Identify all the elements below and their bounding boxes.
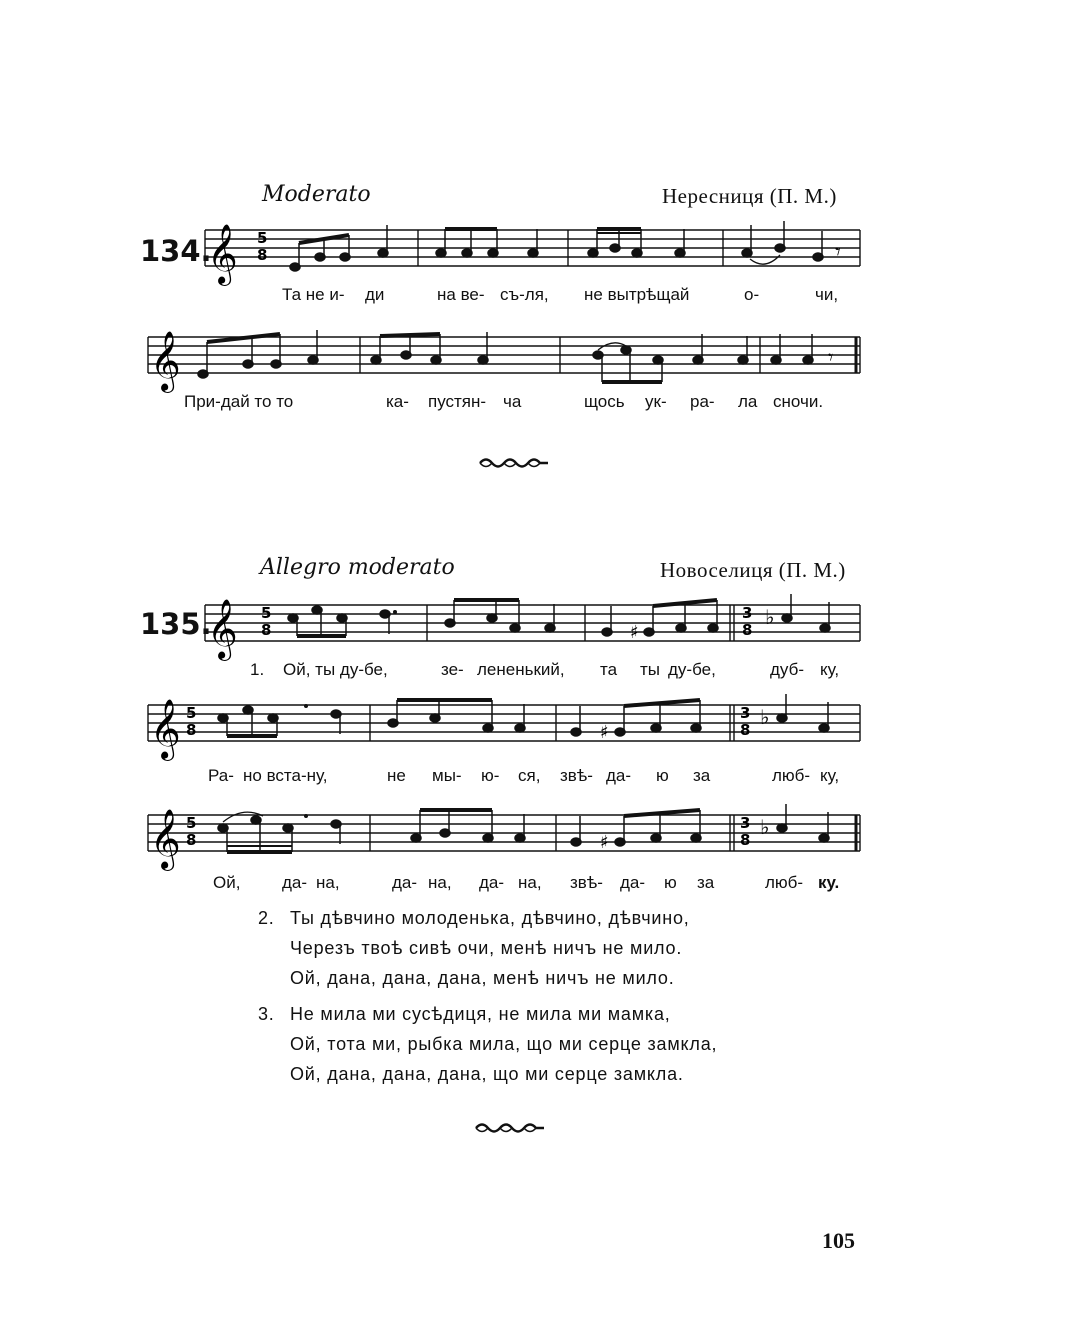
treble-clef-icon: 𝄞 [207, 599, 238, 659]
treble-clef-icon: 𝄞 [150, 699, 181, 759]
lyric-syllable: Ой, ты ду-бе, [283, 660, 388, 679]
svg-text:8: 8 [261, 621, 272, 639]
svg-text:5: 5 [186, 704, 197, 722]
lyric-syllable: та [600, 660, 618, 679]
music-staff [205, 590, 865, 660]
lyric-syllable: ук- [645, 392, 667, 411]
lyric-syllable: люб- [765, 873, 804, 892]
lyric-syllable: Ра- [208, 766, 234, 785]
page-number: 105 [822, 1228, 855, 1253]
lyric-syllable: чи, [815, 285, 839, 304]
lyric-syllable: ю- [481, 766, 500, 785]
rest-icon: 𝄾 [835, 240, 841, 265]
lyric-syllable: ку, [820, 766, 840, 785]
svg-text:8: 8 [742, 621, 753, 639]
lyric-syllable: да- [606, 766, 632, 785]
svg-text:8: 8 [186, 721, 197, 739]
lyric-syllable: зе- [441, 660, 464, 679]
lyric-syllable: о- [744, 285, 760, 304]
svg-text:5: 5 [186, 814, 197, 832]
wave-scroll-ornament-icon [478, 455, 550, 471]
lyric-syllable: да- [620, 873, 646, 892]
lyric-syllable: но вста-ну, [243, 766, 328, 785]
svg-text:5: 5 [261, 604, 272, 622]
song-source: Нересниця (П. М.) [662, 184, 837, 208]
lyric-syllable: съ-ля, [500, 285, 549, 304]
song-number: 135. [140, 607, 212, 641]
lyric-syllable: на, [316, 873, 340, 892]
song-source: Новоселиця (П. М.) [660, 558, 846, 582]
lyric-syllable: на, [518, 873, 542, 892]
lyric-syllable: При-дай то то [184, 392, 294, 411]
lyric-syllable: Та не и- [282, 285, 345, 304]
music-staff [148, 322, 863, 392]
lyric-syllable: ду-бе, [668, 660, 716, 679]
lyric-syllable: ла [738, 392, 758, 411]
verse-line: Черезъ твоѣ сивѣ очи, менѣ ничъ не мило. [290, 938, 683, 958]
lyric-syllable: ю [656, 766, 669, 785]
lyric-syllable: за [693, 766, 711, 785]
wave-scroll-ornament-icon [474, 1120, 546, 1136]
lyric-syllable: звѣ- [560, 766, 593, 785]
rest-icon: 𝄾 [828, 345, 834, 369]
lyric-syllable: ка- [386, 392, 409, 411]
music-staff [148, 690, 863, 760]
treble-clef-icon: 𝄞 [150, 809, 181, 869]
lyric-syllable: ча [503, 392, 522, 411]
lyric-syllable: не вытрѣщай [584, 285, 690, 304]
verse-line: Ой, дана, дана, дана, менѣ ничъ не мило. [290, 968, 675, 988]
treble-clef-icon: 𝄞 [150, 331, 181, 391]
lyric-syllable: мы- [432, 766, 462, 785]
verse-line: Ой, дана, дана, дана, що ми серце замкла. [290, 1064, 684, 1084]
lyric-syllable: ди [365, 285, 385, 304]
lyric-syllable: звѣ- [570, 873, 603, 892]
svg-text:5: 5 [257, 229, 268, 247]
tempo-marking: Allegro moderato [260, 555, 455, 580]
lyric-syllable: 1. [250, 660, 265, 679]
lyric-syllable: ся, [518, 766, 541, 785]
lyric-syllable: ку. [818, 873, 840, 892]
lyric-syllable: ю [664, 873, 677, 892]
lyric-syllable: сночи. [773, 392, 824, 411]
lyric-syllable: ку, [820, 660, 840, 679]
verse-number: 2. [258, 908, 275, 928]
svg-text:3: 3 [740, 704, 751, 722]
verse-line: Ой, тота ми, рыбка мила, що ми серце замкла, [290, 1034, 718, 1054]
treble-clef-icon: 𝄞 [207, 224, 238, 284]
lyric-syllable: ра- [690, 392, 715, 411]
flat-icon: ♭ [760, 815, 770, 839]
lyric-syllable: дуб- [770, 660, 805, 679]
svg-text:8: 8 [740, 721, 751, 739]
svg-text:8: 8 [740, 831, 751, 849]
sharp-icon: ♯ [600, 722, 609, 743]
verse-line: Ты дѣвчино молоденька, дѣвчино, дѣвчино, [290, 908, 690, 928]
lyric-syllable: на, [428, 873, 452, 892]
flat-icon: ♭ [765, 605, 775, 629]
lyric-syllable: ты [640, 660, 661, 679]
flat-icon: ♭ [760, 705, 770, 729]
music-staff [205, 215, 865, 285]
tempo-marking: Moderato [262, 182, 371, 207]
lyric-syllable: не [387, 766, 406, 785]
lyric-syllable: за [697, 873, 715, 892]
lyric-syllable: на ве- [437, 285, 485, 304]
lyric-syllable: да- [392, 873, 418, 892]
lyric-syllable: Ой, [213, 873, 241, 892]
svg-text:8: 8 [257, 246, 268, 264]
lyric-syllable: люб- [772, 766, 811, 785]
sharp-icon: ♯ [600, 832, 609, 853]
song-number: 134. [140, 234, 212, 268]
svg-text:3: 3 [740, 814, 751, 832]
lyric-syllable: да- [282, 873, 308, 892]
svg-text:3: 3 [742, 604, 753, 622]
sharp-icon: ♯ [630, 622, 639, 643]
svg-text:8: 8 [186, 831, 197, 849]
lyric-syllable: да- [479, 873, 505, 892]
music-staff [148, 800, 863, 870]
lyric-syllable: пустян- [428, 392, 487, 411]
verse-number: 3. [258, 1004, 275, 1024]
lyric-syllable: лененький, [477, 660, 565, 679]
verse-line: Не мила ми сусѣдиця, не мила ми мамка, [290, 1004, 671, 1024]
lyric-syllable: щось [584, 392, 625, 411]
